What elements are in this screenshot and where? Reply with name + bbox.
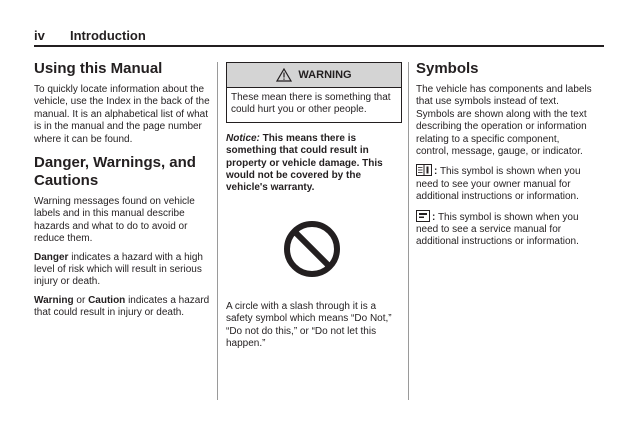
service-manual-colon: : [432, 211, 436, 223]
danger-term: Danger [34, 251, 69, 263]
page-header [34, 28, 604, 46]
using-manual-body: To quickly locate information about the vehicle, use the Index in the back of the manual. It is an alphabetical list of what is in the manual and the page number where it can be found. [34, 84, 210, 145]
danger-heading: Danger, Warnings, and Cautions [34, 154, 196, 190]
column-left [34, 60, 212, 326]
no-entry-symbol-icon [282, 219, 342, 279]
danger-text: indicates a hazard with a high level of risk which will result in serious injury or death. [34, 251, 203, 288]
danger-paragraph [34, 252, 212, 289]
column-middle [226, 60, 404, 356]
notice-paragraph [226, 133, 404, 195]
circle-slash-text: A circle with a slash through it is a safety symbol which means “Do Not,” “Do not do this,” or “Do not let this happen.” [226, 300, 392, 350]
owner-manual-paragraph [416, 164, 594, 203]
warning-caution-paragraph [34, 295, 212, 320]
symbols-intro: The vehicle has components and labels that use symbols instead of text. Symbols are shown along with the text describing the operation or information relating to a specific component, control, message, gauge, or indicator. [416, 84, 592, 158]
warning-box [226, 62, 402, 123]
owner-manual-colon: : [434, 166, 438, 178]
notice-text: This means there is something that could result in property or vehicle damage. This would not be covered by the vehicle's warranty. [226, 132, 383, 194]
service-manual-icon [416, 210, 430, 222]
notice-label: Notice: [226, 132, 260, 144]
warning-caution-text: indicates a hazard that could result in injury or death. [34, 294, 210, 319]
service-manual-text: This symbol is shown when you need to see a service manual for additional instructions or information. [416, 211, 579, 248]
warning-box-header [227, 63, 401, 88]
caution-term: Caution [88, 294, 126, 306]
page-number: iv [34, 28, 45, 43]
header-rule [34, 45, 604, 47]
warning-box-body: These mean there is something that could hurt you or other people. [231, 92, 391, 116]
symbols-heading: Symbols [416, 60, 479, 77]
warning-box-title: WARNING [298, 69, 352, 81]
warning-triangle-icon [276, 68, 292, 82]
owner-manual-icon [416, 164, 432, 176]
column-divider [408, 62, 409, 400]
warning-term: Warning [34, 294, 74, 306]
section-title: Introduction [70, 28, 146, 43]
owner-manual-text: This symbol is shown when you need to see your owner manual for additional instructions or information. [416, 166, 581, 203]
service-manual-paragraph [416, 210, 594, 249]
danger-intro: Warning messages found on vehicle labels and in this manual describe hazards and what to do to avoid or reduce them. [34, 196, 195, 245]
column-right [416, 60, 594, 255]
using-manual-heading: Using this Manual [34, 60, 163, 77]
column-divider [217, 62, 218, 400]
or-text: or [73, 294, 89, 306]
